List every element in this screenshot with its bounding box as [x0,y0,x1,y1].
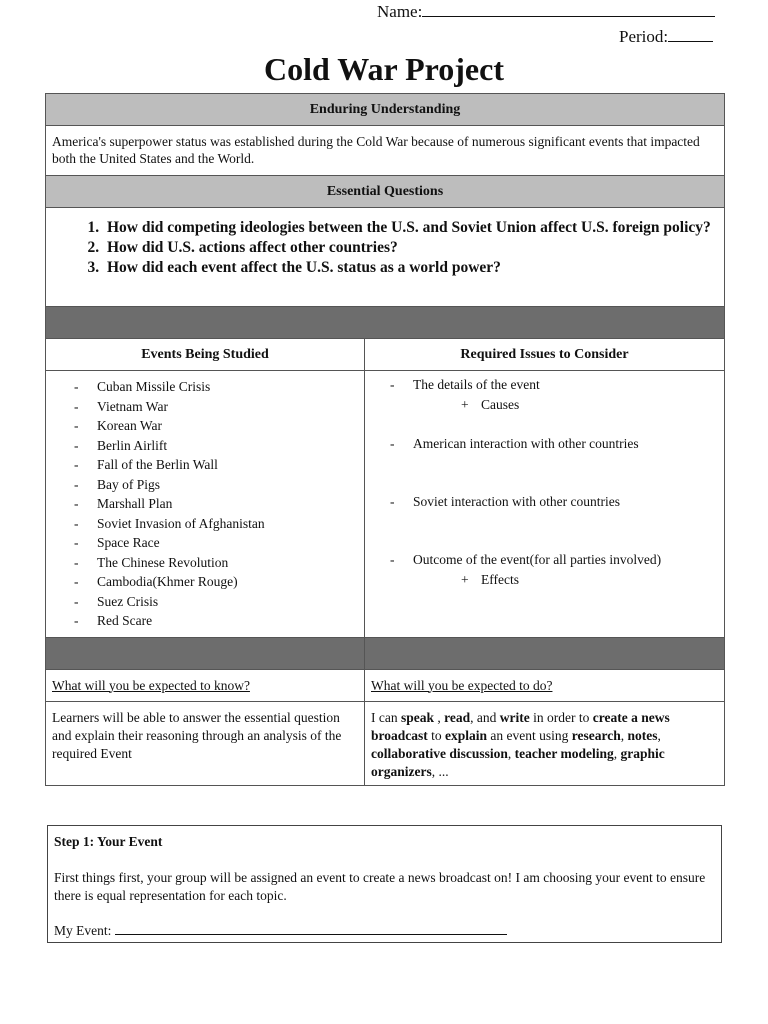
essential-question: 2. How did U.S. actions affect other countries? [103,238,718,258]
expectations-row [46,702,725,786]
period-blank[interactable] [668,27,713,42]
do-keyword: write [499,710,530,725]
issue-item [390,552,662,568]
plus-mark: + [461,572,469,587]
know-heading: What will you be expected to know? [52,677,250,693]
events-cell [46,371,365,638]
dark-divider-left [46,638,365,670]
event-item: - Marshall Plan [52,494,358,514]
do-heading-cell [365,670,725,702]
enduring-text: America's superpower status was established during the Cold War because of numerous significant events that impacted both the United States and the World. [46,126,725,176]
step1-box [47,825,722,943]
divider-row [46,307,725,339]
expectations-heading-row [46,670,725,702]
issue-item-label: The details of the event [413,377,540,392]
do-text-part: , [620,728,628,743]
enduring-heading-row [46,94,725,126]
event-item: - Berlin Airlift [52,436,358,456]
event-item: - Fall of the Berlin Wall [52,455,358,475]
page-title: Cold War Project [264,51,504,87]
project-table [45,93,725,786]
enduring-row [46,126,725,176]
do-text-part: , and [470,710,500,725]
sub-issue-label: Effects [481,572,519,587]
event-item: - Space Race [52,533,358,553]
name-blank[interactable] [422,2,715,17]
content-row [46,371,725,638]
period-label: Period: [619,27,669,46]
event-item: - Soviet Invasion of Afghanistan [52,514,358,534]
issues-cell [365,371,725,638]
issues-heading: Required Issues to Consider [365,339,725,371]
issue-item-label: American interaction with other countries [413,436,639,451]
event-item: - The Chinese Revolution [52,553,358,573]
issue-item [390,377,540,393]
do-keyword: collaborative discussion [371,746,508,761]
dark-divider-right [365,638,725,670]
do-text-part: , [434,710,445,725]
essential-question: 1. How did competing ideologies between the U.S. and Soviet Union affect U.S. foreign policy? [103,218,718,238]
events-list [52,377,358,631]
period-line [619,27,713,47]
essential-question: 3. How did each event affect the U.S. status as a world power? [103,258,718,278]
event-item: - Vietnam War [52,397,358,417]
essential-cell [46,208,725,307]
step1-title: Step 1: Your Event [54,834,163,849]
do-keyword: explain [445,728,488,743]
event-item: - Cuban Missile Crisis [52,377,358,397]
do-text-part: in order to [529,710,593,725]
do-heading: What will you be expected to do? [371,677,553,693]
dash-mark: - [390,436,395,451]
my-event-label: My Event: [54,923,112,938]
dark-divider [46,307,725,339]
know-heading-cell [46,670,365,702]
my-event-line [54,920,715,940]
sub-issue-label: Causes [481,397,520,412]
do-text-part: , [657,728,661,743]
do-keyword: create a news broadcast [371,710,670,743]
dash-mark: - [390,377,395,392]
event-item: - Korean War [52,416,358,436]
do-keyword: teacher modeling [514,746,614,761]
divider-row-2 [46,638,725,670]
sub-issue-item [461,572,519,588]
dash-mark: - [390,494,395,509]
issue-item [390,494,620,510]
do-text-part: I can [371,710,401,725]
step1-body: First things first, your group will be assigned an event to create a news broadcast on! I am choosing your event to ensure there is equal representation for each topic. [54,870,706,903]
plus-mark: + [461,397,469,412]
know-text: Learners will be able to answer the essential question and explain their reasoning through an analysis of the required Event [46,702,365,786]
do-text-part: , ... [431,764,449,779]
do-keyword: speak [400,710,434,725]
issue-item [390,436,639,452]
do-text-part: , [613,746,621,761]
issue-item-label: Soviet interaction with other countries [413,494,620,509]
event-item: - Cambodia(Khmer Rouge) [52,572,358,592]
essential-heading: Essential Questions [46,176,725,208]
enduring-heading: Enduring Understanding [46,94,725,126]
essential-heading-row [46,176,725,208]
do-text-part: to [427,728,446,743]
name-line [377,2,715,22]
dash-mark: - [390,552,395,567]
do-text [365,702,725,786]
essential-row [46,208,725,307]
do-keyword: graphic organizers [371,746,665,779]
do-keyword: read [444,710,471,725]
do-keyword: notes [627,728,658,743]
event-item: - Suez Crisis [52,592,358,612]
issues-list [365,371,718,637]
my-event-blank[interactable] [115,920,507,935]
issue-item-label: Outcome of the event(for all parties involved) [413,552,662,567]
events-heading: Events Being Studied [46,339,365,371]
columns-heading-row [46,339,725,371]
do-keyword: research [571,728,621,743]
event-item: - Red Scare [52,611,358,631]
do-text-part: , [507,746,515,761]
name-label: Name: [377,2,423,21]
event-item: - Bay of Pigs [52,475,358,495]
do-text-part: an event using [487,728,572,743]
sub-issue-item [461,397,520,413]
essential-question-list [52,218,718,278]
